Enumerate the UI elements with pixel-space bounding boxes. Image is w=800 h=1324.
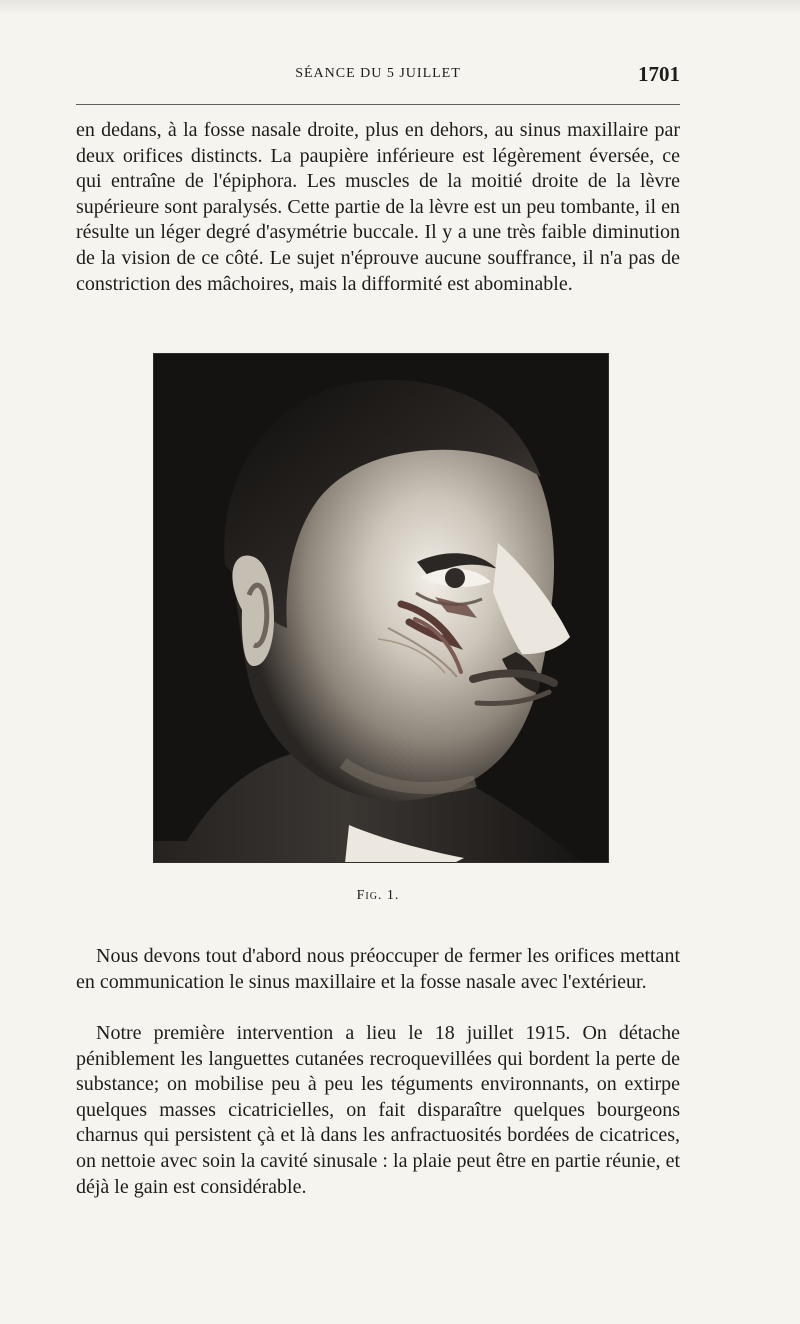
figure-caption: Fig. 1. <box>356 888 400 903</box>
paragraph-1: en dedans, à la fosse nasale droite, plus en dehors, au sinus maxillaire par deux orifices distincts. La paupière inférieure est légèrement éversée, ce qui entraîne de l'épiphora. Les muscles de la moitié droite de la lèvre supérieure sont paralysés. Cette partie de la lèvre est un peu tombante, il en résulte un léger degré d'asymétrie buccale. Il y a une très faible diminution de la vision de ce côté. Le sujet n'éprouve aucune souffrance, il n'a pas de constriction des mâchoires, mais la difformité est abominable. <box>76 119 680 295</box>
page-header <box>76 62 680 92</box>
header-rule <box>76 104 680 105</box>
page-number: 1701 <box>638 62 680 86</box>
scan-top-edge <box>0 0 800 14</box>
paragraph-3: Notre première intervention a lieu le 18 juillet 1915. On détache péniblement les languettes cutanées recroquevillées qui bordent la perte de substance; on mobilise peu à peu les téguments environnants, on extirpe quelques masses cicatricielles, on fait disparaître quelques bourgeons charnus qui persistent çà et là dans les anfractuosités bordées de cicatrices, on nettoie avec soin la cavité sinusale : la plaie peut être en partie réunie, et déjà le gain est considérable. <box>76 1022 680 1198</box>
figure-portrait <box>153 353 609 863</box>
running-head: SÉANCE DU 5 JUILLET <box>295 66 461 81</box>
portrait-photo <box>153 353 609 863</box>
paragraph-2: Nous devons tout d'abord nous préoccuper de fermer les orifices mettant en communication le sinus maxillaire et la fosse nasale avec l'extérieur. <box>76 945 680 993</box>
